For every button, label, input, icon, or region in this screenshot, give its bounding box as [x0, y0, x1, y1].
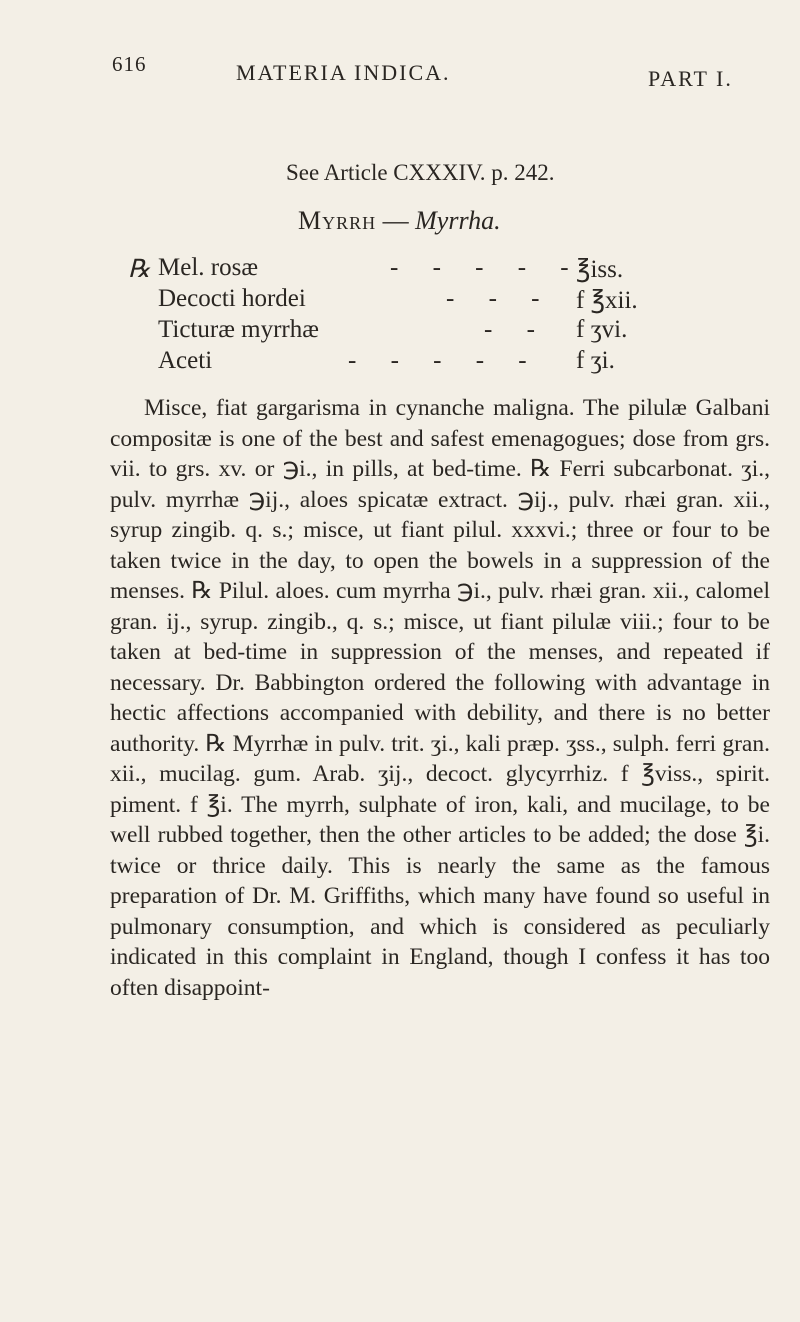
section-heading	[298, 206, 501, 236]
leader-dashes: - - -	[446, 285, 554, 312]
article-reference: See Article CXXXIV. p. 242.	[286, 160, 555, 185]
prescription-row	[128, 285, 668, 316]
page-number: 616	[112, 52, 147, 76]
heading-latin: Myrrha.	[415, 206, 501, 235]
ingredient-name: Mel. rosæ	[158, 254, 258, 281]
ingredient-quantity: f ʒi.	[576, 347, 615, 374]
ingredient-name: Aceti	[158, 347, 213, 374]
ingredient-name: Ticturæ myrrhæ	[158, 316, 319, 343]
leader-dashes: - -	[484, 316, 549, 343]
prescription-row	[128, 316, 668, 347]
leader-dashes: - - - - -	[348, 347, 541, 374]
body-paragraph: Misce, fiat gargarisma in cynanche maligna. The pilulæ Galbani compositæ is one of the best and safest emenagogues; dose from grs. vii. to grs. xv. or ℈i., in pills, at bed-time. ℞ Ferri subcarbonat. ʒi., pulv. myrrhæ ℈ij., aloes spicatæ extract. ℈ij., pulv. rhæi gran. xii., syrup zingib. q. s.; misce, ut fiant pilul. xxxvi.; three or four to be taken twice in the day, to open the bowels in a suppression of the menses. ℞ Pilul. aloes. cum myrrha ℈i., pulv. rhæi gran. xii., calomel gran. ij., syrup. zingib., q. s.; misce, ut fiant pilulæ viii.; four to be taken at bed-time in suppression of the menses, and repeated if necessary. Dr. Babbington ordered the following with advantage in hectic affections accompanied with debility, and there is no better authority. ℞ Myrrhæ in pulv. trit. ʒi., kali præp. ʒss., sulph. ferri gran. xii., mucilag. gum. Arab. ʒij., decoct. glycyrrhiz. f ℥viss., spirit. piment. f ℥i. The myrrh, sulphate of iron, kali, and mucilage, to be well rubbed together, then the other articles to be added; the dose ℥i. twice or thrice daily. This is nearly the same as the famous preparation of Dr. M. Griffiths, which many have found so useful in pulmonary consumption, and which is considered as peculiarly indicated in this complaint in England, though I confess it has too often disappoint-	[110, 395, 770, 1001]
running-title: MATERIA INDICA.	[236, 60, 451, 85]
ingredient-quantity: f ʒvi.	[576, 316, 628, 343]
leader-dashes: - - - - -	[390, 254, 583, 281]
recipe-symbol: ℞	[128, 256, 151, 283]
part-label: PART I.	[648, 66, 733, 91]
ingredient-name: Decocti hordei	[158, 285, 306, 312]
ingredient-quantity: f ℥xii.	[576, 287, 638, 314]
prescription-block	[128, 254, 668, 378]
heading-separator: —	[376, 206, 416, 235]
ingredient-quantity: ℥iss.	[576, 256, 624, 283]
heading-name: Myrrh	[298, 206, 377, 235]
prescription-row	[128, 347, 668, 378]
prescription-row	[128, 254, 668, 285]
